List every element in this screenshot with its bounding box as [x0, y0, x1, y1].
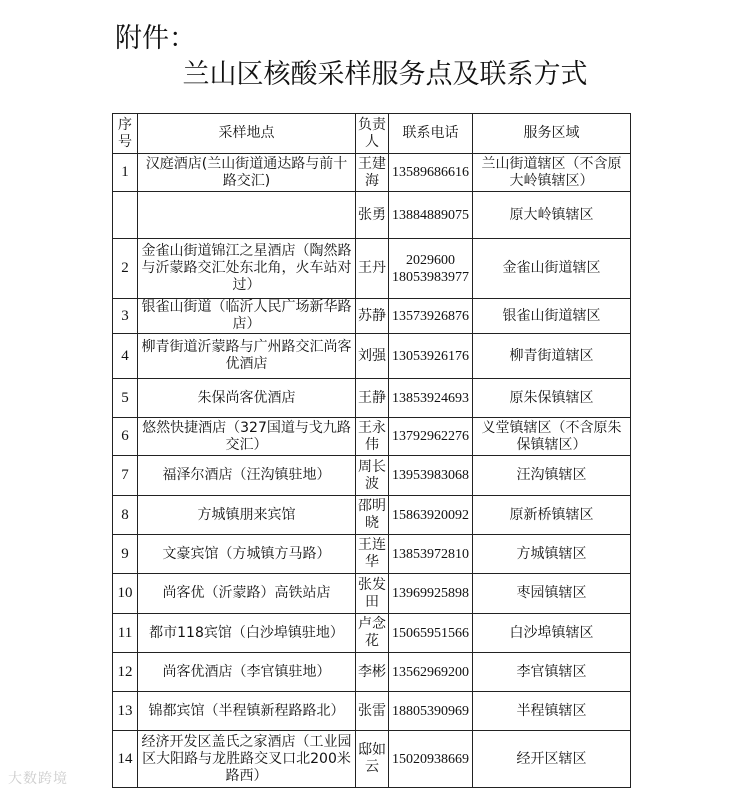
contact-phone: 15065951566: [389, 614, 473, 653]
contact-person: 张雷: [356, 692, 389, 731]
table-row: [113, 731, 631, 788]
service-area: 半程镇辖区: [473, 692, 631, 731]
contact-phone: 13573926876: [389, 299, 473, 334]
sampling-site: 金雀山街道锦江之星酒店（陶然路与沂蒙路交汇处东北角，火车站对过）: [138, 239, 356, 299]
sampling-site: 悠然快捷酒店（327国道与戈九路交汇）: [138, 418, 356, 456]
contact-person: 邸如云: [356, 731, 389, 788]
contact-person: 张发田: [356, 574, 389, 614]
contact-person: 王丹: [356, 239, 389, 299]
table-row: [113, 192, 631, 239]
header-phone: 联系电话: [389, 114, 473, 154]
table-row: [113, 239, 631, 299]
sampling-site: 柳青街道沂蒙路与广州路交汇尚客优酒店: [138, 334, 356, 379]
contact-person: 王连华: [356, 535, 389, 574]
service-area: 白沙埠镇辖区: [473, 614, 631, 653]
contact-person: 苏静: [356, 299, 389, 334]
header-no: 序号: [113, 114, 138, 154]
row-number: 6: [113, 418, 138, 456]
header-site: 采样地点: [138, 114, 356, 154]
contact-person: 邵明晓: [356, 496, 389, 535]
contact-phone: 13053926176: [389, 334, 473, 379]
document-title: 兰山区核酸采样服务点及联系方式: [182, 59, 588, 90]
table-row: [113, 692, 631, 731]
sampling-site: [138, 192, 356, 239]
sampling-site: 尚客优（沂蒙路）高铁站店: [138, 574, 356, 614]
contact-person: 卢念花: [356, 614, 389, 653]
contact-phone: 13953983068: [389, 456, 473, 496]
service-area: 原大岭镇辖区: [473, 192, 631, 239]
row-number: [113, 192, 138, 239]
contact-phone: 18805390969: [389, 692, 473, 731]
contact-phone: 15863920092: [389, 496, 473, 535]
service-area: 义堂镇辖区（不含原朱保镇辖区）: [473, 418, 631, 456]
contact-phone: 13853924693: [389, 379, 473, 418]
table-row: [113, 334, 631, 379]
contact-phone: 13853972810: [389, 535, 473, 574]
contact-phone: 13562969200: [389, 653, 473, 692]
row-number: 7: [113, 456, 138, 496]
row-number: 4: [113, 334, 138, 379]
table-row: [113, 379, 631, 418]
sampling-site: 福泽尔酒店（汪沟镇驻地）: [138, 456, 356, 496]
contact-person: 李彬: [356, 653, 389, 692]
contact-phone: 15020938669: [389, 731, 473, 788]
sampling-site: 银雀山街道（临沂人民广场新华路店）: [138, 299, 356, 334]
service-area: 原新桥镇辖区: [473, 496, 631, 535]
table-row: [113, 535, 631, 574]
row-number: 3: [113, 299, 138, 334]
contact-person: 王建海: [356, 154, 389, 192]
contact-person: 周长波: [356, 456, 389, 496]
service-area: 兰山街道辖区（不含原大岭镇辖区）: [473, 154, 631, 192]
service-area: 银雀山街道辖区: [473, 299, 631, 334]
contact-phone: 13884889075: [389, 192, 473, 239]
watermark: 大数跨境: [8, 771, 68, 787]
contact-person: 王静: [356, 379, 389, 418]
table-row: [113, 456, 631, 496]
table-row: [113, 653, 631, 692]
sampling-site: 方城镇朋来宾馆: [138, 496, 356, 535]
table-row: [113, 574, 631, 614]
service-area: 原朱保镇辖区: [473, 379, 631, 418]
service-area: 金雀山街道辖区: [473, 239, 631, 299]
sampling-site: 朱保尚客优酒店: [138, 379, 356, 418]
sampling-site: 尚客优酒店（李官镇驻地）: [138, 653, 356, 692]
row-number: 13: [113, 692, 138, 731]
service-area: 经开区辖区: [473, 731, 631, 788]
row-number: 9: [113, 535, 138, 574]
table-row: [113, 418, 631, 456]
row-number: 14: [113, 731, 138, 788]
contact-phone: 13589686616: [389, 154, 473, 192]
service-area: 枣园镇辖区: [473, 574, 631, 614]
sampling-site: 都市118宾馆（白沙埠镇驻地）: [138, 614, 356, 653]
header-area: 服务区域: [473, 114, 631, 154]
row-number: 10: [113, 574, 138, 614]
contact-person: 王永伟: [356, 418, 389, 456]
row-number: 1: [113, 154, 138, 192]
row-number: 11: [113, 614, 138, 653]
service-area: 李官镇辖区: [473, 653, 631, 692]
contact-person: 张勇: [356, 192, 389, 239]
contact-phone: 13969925898: [389, 574, 473, 614]
table-row: [113, 299, 631, 334]
sampling-sites-table: [112, 113, 631, 788]
service-area: 方城镇辖区: [473, 535, 631, 574]
row-number: 12: [113, 653, 138, 692]
contact-phone: 13792962276: [389, 418, 473, 456]
row-number: 2: [113, 239, 138, 299]
sampling-site: 汉庭酒店(兰山街道通达路与前十路交汇): [138, 154, 356, 192]
table-row: [113, 614, 631, 653]
service-area: 柳青街道辖区: [473, 334, 631, 379]
table-row: [113, 154, 631, 192]
attachment-label: 附件：: [115, 23, 196, 54]
header-person: 负责人: [356, 114, 389, 154]
table-header-row: [113, 114, 631, 154]
service-area: 汪沟镇辖区: [473, 456, 631, 496]
sampling-site: 锦都宾馆（半程镇新程路路北）: [138, 692, 356, 731]
contact-person: 刘强: [356, 334, 389, 379]
contact-phone: 2029600 18053983977: [389, 239, 473, 299]
sampling-site: 文豪宾馆（方城镇方马路）: [138, 535, 356, 574]
row-number: 5: [113, 379, 138, 418]
table-row: [113, 496, 631, 535]
row-number: 8: [113, 496, 138, 535]
sampling-site: 经济开发区盖氏之家酒店（工业园区大阳路与龙胜路交叉口北200米路西）: [138, 731, 356, 788]
